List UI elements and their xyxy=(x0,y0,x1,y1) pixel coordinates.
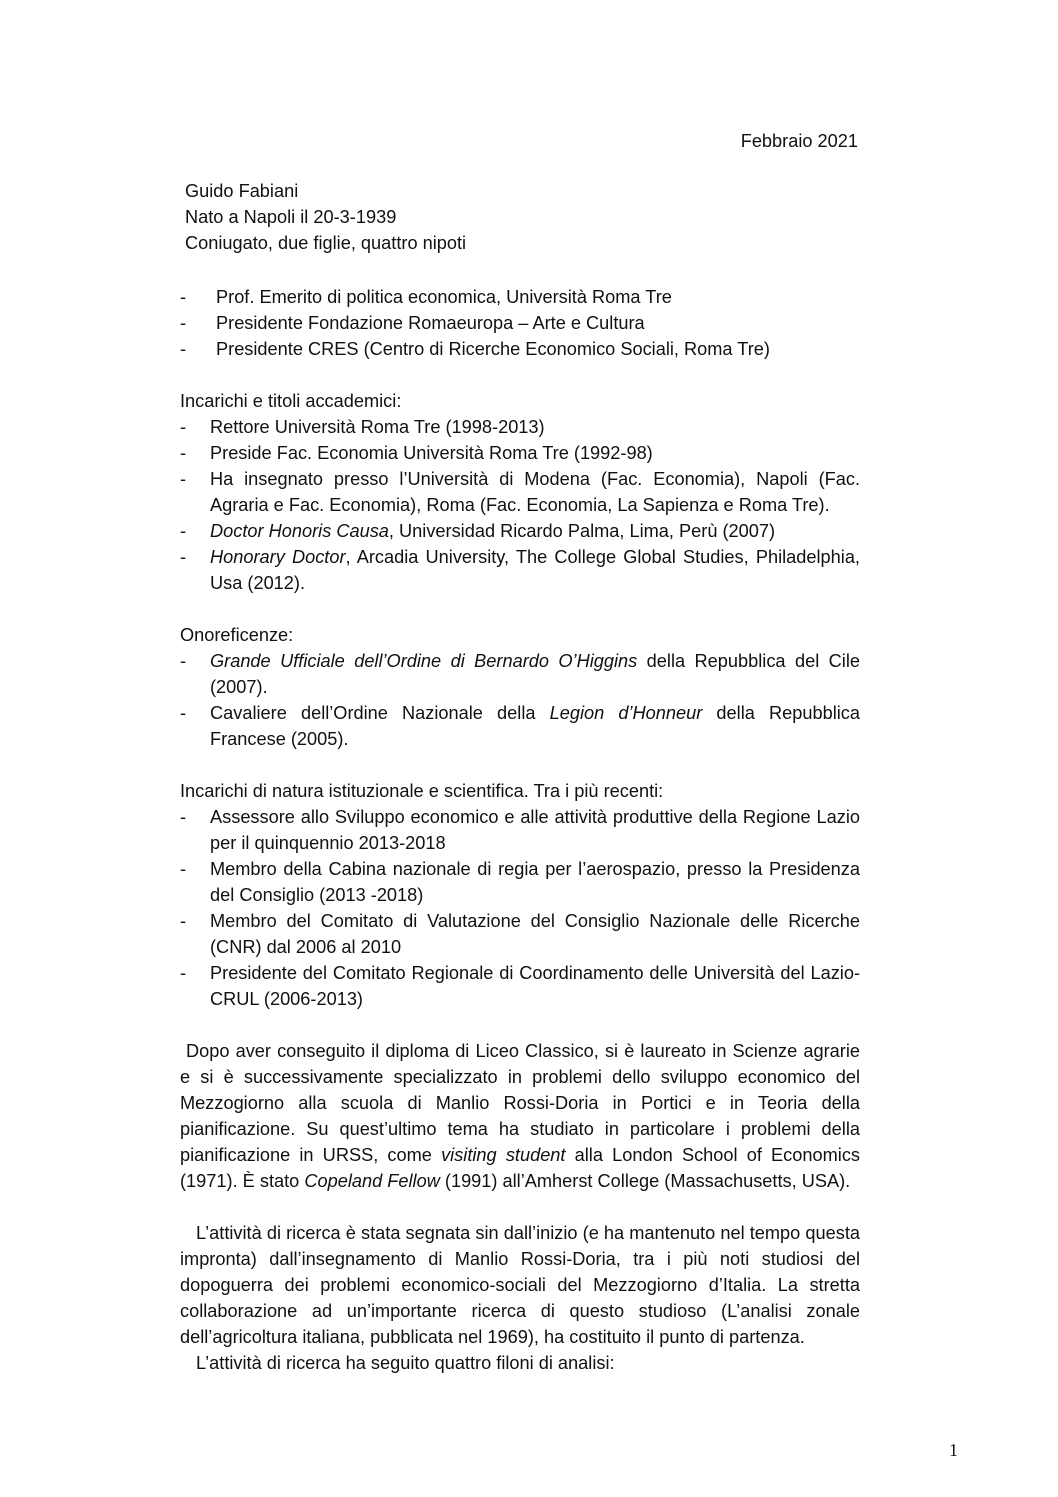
list-item xyxy=(180,310,860,336)
list-item-text: Ha insegnato presso l’Università di Modena (Fac. Economia), Napoli (Fac. Agraria e Fac. Economia), Roma (Fac. Economia, La Sapienza e Roma Tre). xyxy=(210,469,860,515)
current-roles-list xyxy=(180,284,860,362)
list-item xyxy=(180,804,860,856)
list-item-text xyxy=(210,518,860,544)
text-run: della Repubblica del Cile (2007). xyxy=(210,651,860,697)
family-info: Coniugato, due figlie, quattro nipoti xyxy=(185,233,467,253)
list-item-text: Rettore Università Roma Tre (1998-2013) xyxy=(210,417,545,437)
list-item-text: Presidente Fondazione Romaeuropa – Arte e Cultura xyxy=(216,313,645,333)
list-bullet: - xyxy=(180,469,187,489)
section-title: Incarichi di natura istituzionale e scientifica. Tra i più recenti: xyxy=(180,781,664,801)
list-bullet: - xyxy=(180,703,187,723)
list-item xyxy=(180,544,860,596)
academic-section xyxy=(180,388,860,596)
list-item-text xyxy=(210,544,860,596)
list-item-text: Membro del Comitato di Valutazione del Consiglio Nazionale delle Ricerche (CNR) dal 2006 al 2010 xyxy=(210,911,860,957)
list-bullet: - xyxy=(180,417,187,437)
birth-info: Nato a Napoli il 20-3-1939 xyxy=(185,207,397,227)
list-item-text: Membro della Cabina nazionale di regia per l’aerospazio, presso la Presidenza del Consiglio (2013 -2018) xyxy=(210,859,860,905)
list-item-text: Presidente CRES (Centro di Ricerche Economico Sociali, Roma Tre) xyxy=(216,339,770,359)
list-bullet: - xyxy=(180,339,187,359)
document-date: Febbraio 2021 xyxy=(740,131,858,151)
list-item xyxy=(180,284,860,310)
list-item xyxy=(180,336,860,362)
list-bullet: - xyxy=(180,807,187,827)
list-item xyxy=(180,700,860,752)
list-item xyxy=(180,414,860,440)
list-item xyxy=(180,466,860,518)
list-item xyxy=(180,960,860,1012)
section-title: Onoreficenze: xyxy=(180,625,294,645)
text-run: , Universidad Ricardo Palma, Lima, Perù (2007) xyxy=(388,521,776,541)
list-bullet: - xyxy=(180,911,187,931)
list-item-text xyxy=(210,648,860,700)
text-run: alla London School of Economics (1971). È stato xyxy=(180,1145,861,1191)
list-item-text: Presidente del Comitato Regionale di Coordinamento delle Università del Lazio-CRUL (2006-2013) xyxy=(210,963,860,1009)
list-item xyxy=(180,856,860,908)
list-item-text: Preside Fac. Economia Università Roma Tre (1992-98) xyxy=(210,443,653,463)
research-lines-paragraph: L’attività di ricerca ha seguito quattro filoni di analisi: xyxy=(196,1353,615,1373)
list-item-text xyxy=(210,700,860,752)
text-run: Dopo aver conseguito il diploma di Liceo Classico, si è laureato in Scienze agrarie e si è successivamente specializzato in problemi dello sviluppo economico del Mezzogiorno alla scuola di Manlio Rossi-Doria in Portici e in Teoria della pianificazione. Su quest’ultimo tema ha studiato in particolare i problemi della pianificazione in URSS, come xyxy=(180,1041,860,1165)
text-run: , Arcadia University, The College Global Studies, Philadelphia, Usa (2012). xyxy=(210,547,860,593)
list-bullet: - xyxy=(180,521,187,541)
list-bullet: - xyxy=(180,443,187,463)
education-paragraph xyxy=(180,1038,860,1194)
emphasis: Doctor Honoris Causa xyxy=(210,521,389,541)
list-bullet: - xyxy=(180,963,187,983)
text-run: (1991) all’Amherst College (Massachusetts, USA). xyxy=(439,1171,851,1191)
list-item xyxy=(180,908,860,960)
emphasis: Honorary Doctor xyxy=(210,547,346,567)
list-item xyxy=(180,440,860,466)
list-bullet: - xyxy=(180,859,187,879)
section-title: Incarichi e titoli accademici: xyxy=(180,391,402,411)
text-run: della Repubblica Francese (2005). xyxy=(210,703,860,749)
person-name: Guido Fabiani xyxy=(185,181,299,201)
list-item xyxy=(180,648,860,700)
research-paragraph: L’attività di ricerca è stata segnata sin dall’inizio (e ha mantenuto nel tempo questa impronta) dall’insegnamento di Manlio Rossi-Doria, tra i più noti studiosi del dopoguerra dei problemi economico-sociali del Mezzogiorno d’Italia. La stretta collaborazione ad un’importante ricerca di questo studioso (L’analisi zonale dell’agricoltura italiana, pubblicata nel 1969), ha costituito il punto di partenza. xyxy=(180,1223,860,1347)
list-bullet: - xyxy=(180,287,187,307)
personal-header xyxy=(185,178,466,256)
honors-section xyxy=(180,622,860,752)
emphasis: Legion d’Honneur xyxy=(549,703,703,723)
institutional-section xyxy=(180,778,860,1012)
list-bullet: - xyxy=(180,651,187,671)
list-bullet: - xyxy=(180,313,187,333)
emphasis: Copeland Fellow xyxy=(304,1171,440,1191)
emphasis: visiting student xyxy=(441,1145,566,1165)
page-number: 1 xyxy=(949,1440,958,1460)
list-item xyxy=(180,518,860,544)
text-run: Cavaliere dell’Ordine Nazionale della xyxy=(210,703,550,723)
emphasis: Grande Ufficiale dell’Ordine di Bernardo O’Higgins xyxy=(210,651,638,671)
list-item-text: Assessore allo Sviluppo economico e alle attività produttive della Regione Lazio per il quinquennio 2013-2018 xyxy=(210,807,860,853)
list-bullet: - xyxy=(180,547,187,567)
list-item-text: Prof. Emerito di politica economica, Università Roma Tre xyxy=(216,287,672,307)
